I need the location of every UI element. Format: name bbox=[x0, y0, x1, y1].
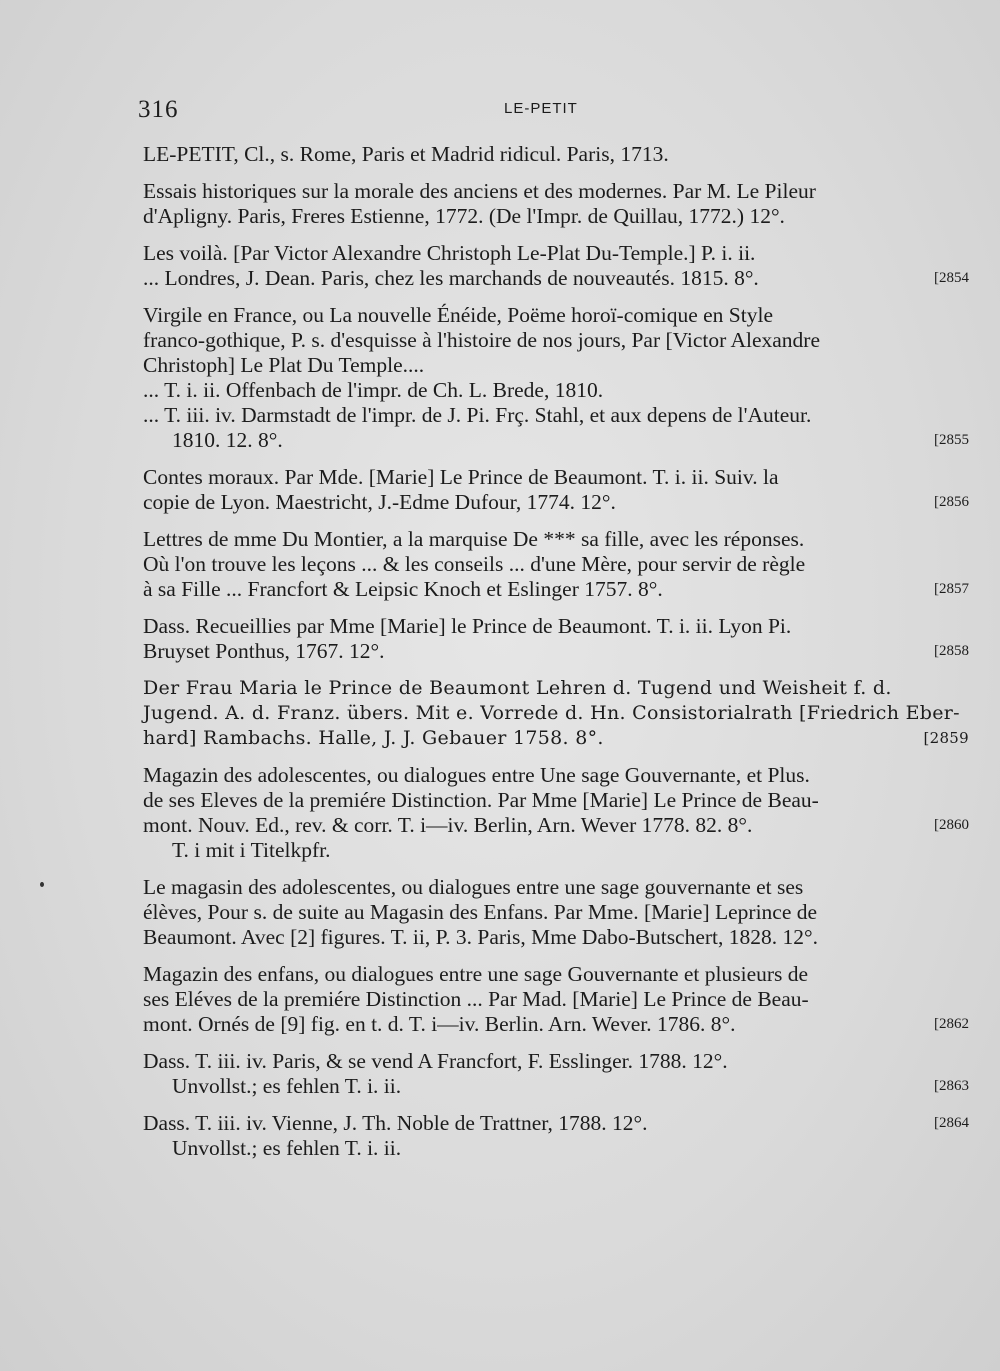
entry-line: Où l'on trouve les leçons ... & les conseils ... d'une Mère, pour servir de règle bbox=[143, 552, 806, 576]
bibliography-entry bbox=[143, 1111, 969, 1161]
stray-mark bbox=[40, 882, 44, 887]
entry-line: Virgile en France, ou La nouvelle Énéide, Poëme horoï-comique en Style bbox=[143, 303, 773, 327]
entry-line: ... Londres, J. Dean. Paris, chez les marchands de nouveautés. 1815. 8°. bbox=[143, 266, 759, 290]
entry-line: Jugend. A. d. Franz. übers. Mit e. Vorrede d. Hn. Consistorialrath [Friedrich Eber- bbox=[143, 702, 960, 724]
entry-line: Les voilà. [Par Victor Alexandre Christoph Le-Plat Du-Temple.] P. i. ii. bbox=[143, 241, 756, 265]
bibliography-entry bbox=[143, 614, 969, 664]
page-number: 316 bbox=[138, 96, 179, 123]
bibliography-entries bbox=[143, 142, 969, 1173]
entry-line: d'Apligny. Paris, Freres Estienne, 1772. (De l'Impr. de Quillau, 1772.) 12°. bbox=[143, 204, 785, 228]
entry-number: [2862 bbox=[934, 1016, 969, 1032]
entry-line: Le magasin des adolescentes, ou dialogues entre une sage gouvernante et ses bbox=[143, 875, 804, 899]
page-header bbox=[138, 96, 968, 126]
entry-number: [2854 bbox=[934, 270, 969, 286]
entry-line: de ses Eleves de la premiére Distinction. Par Mme [Marie] Le Prince de Beau- bbox=[143, 788, 819, 812]
entry-line: ses Eléves de la premiére Distinction ... Par Mad. [Marie] Le Prince de Beau- bbox=[143, 987, 809, 1011]
entry-line: Contes moraux. Par Mde. [Marie] Le Prince de Beaumont. T. i. ii. Suiv. la bbox=[143, 465, 779, 489]
bibliography-entry bbox=[143, 142, 963, 167]
bibliography-entry bbox=[143, 875, 963, 950]
entry-number: [2858 bbox=[934, 643, 969, 659]
entry-line: à sa Fille ... Francfort & Leipsic Knoch et Eslinger 1757. 8°. bbox=[143, 577, 663, 601]
entry-line: Der Frau Maria le Prince de Beaumont Lehren d. Tugend und Weisheit f. d. bbox=[143, 677, 892, 699]
entry-line: ... T. iii. iv. Darmstadt de l'impr. de J. Pi. Frç. Stahl, et aux depens de l'Auteur. bbox=[143, 403, 812, 427]
entry-line: mont. Nouv. Ed., rev. & corr. T. i—iv. Berlin, Arn. Wever 1778. 82. 8°. bbox=[143, 813, 753, 837]
bibliography-entry bbox=[143, 1049, 969, 1099]
bibliography-entry bbox=[143, 303, 969, 453]
entry-line: Magazin des adolescentes, ou dialogues entre Une sage Gouvernante, et Plus. bbox=[143, 763, 810, 787]
entry-line: Bruyset Ponthus, 1767. 12°. bbox=[143, 639, 385, 663]
entry-line: Unvollst.; es fehlen T. i. ii. bbox=[172, 1074, 402, 1098]
entry-number: [2856 bbox=[934, 494, 969, 510]
entry-number: [2863 bbox=[934, 1078, 969, 1094]
entry-line: Dass. Recueillies par Mme [Marie] le Prince de Beaumont. T. i. ii. Lyon Pi. bbox=[143, 614, 792, 638]
entry-line: Beaumont. Avec [2] figures. T. ii, P. 3. Paris, Mme Dabo-Butschert, 1828. 12°. bbox=[143, 925, 819, 949]
bibliography-entry bbox=[143, 179, 963, 229]
entry-line: ... T. i. ii. Offenbach de l'impr. de Ch. L. Brede, 1810. bbox=[143, 378, 604, 402]
entry-line: Dass. T. iii. iv. Paris, & se vend A Francfort, F. Esslinger. 1788. 12°. bbox=[143, 1049, 728, 1073]
entry-number: [2857 bbox=[934, 581, 969, 597]
entry-line: élèves, Pour s. de suite au Magasin des Enfans. Par Mme. [Marie] Leprince de bbox=[143, 900, 818, 924]
entry-line: Christoph] Le Plat Du Temple.... bbox=[143, 353, 425, 377]
bibliography-entry bbox=[143, 241, 969, 291]
entry-line: 1810. 12. 8°. bbox=[172, 428, 283, 452]
entry-number: [2855 bbox=[934, 432, 969, 448]
entry-line: copie de Lyon. Maestricht, J.-Edme Dufour, 1774. 12°. bbox=[143, 490, 616, 514]
entry-line: mont. Ornés de [9] fig. en t. d. T. i—iv. Berlin. Arn. Wever. 1786. 8°. bbox=[143, 1012, 736, 1036]
running-title: LE-PETIT bbox=[504, 100, 578, 117]
entry-line: franco-gothique, P. s. d'esquisse à l'histoire de nos jours, Par [Victor Alexandre bbox=[143, 328, 820, 352]
entry-line: Lettres de mme Du Montier, a la marquise De *** sa fille, avec les réponses. bbox=[143, 527, 805, 551]
entry-line: Magazin des enfans, ou dialogues entre une sage Gouvernante et plusieurs de bbox=[143, 962, 809, 986]
entry-number: [2864 bbox=[934, 1115, 969, 1131]
entry-line: T. i mit i Titelkpfr. bbox=[172, 838, 331, 862]
bibliography-entry-fraktur bbox=[143, 676, 969, 751]
bibliography-entry bbox=[143, 465, 969, 515]
entry-line: Dass. T. iii. iv. Vienne, J. Th. Noble de Trattner, 1788. 12°. bbox=[143, 1111, 648, 1135]
entry-line: Unvollst.; es fehlen T. i. ii. bbox=[172, 1136, 402, 1160]
entry-line: Essais historiques sur la morale des anciens et des modernes. Par M. Le Pileur bbox=[143, 179, 816, 203]
entry-number: [2859 bbox=[923, 729, 969, 747]
entry-number: [2860 bbox=[934, 817, 969, 833]
entry-line: LE-PETIT, Cl., s. Rome, Paris et Madrid ridicul. Paris, 1713. bbox=[143, 142, 669, 166]
entry-line: hard] Rambachs. Halle, J. J. Gebauer 1758. 8°. bbox=[143, 727, 604, 749]
bibliography-entry bbox=[143, 527, 969, 602]
bibliography-entry bbox=[143, 962, 969, 1037]
bibliography-entry bbox=[143, 763, 969, 863]
